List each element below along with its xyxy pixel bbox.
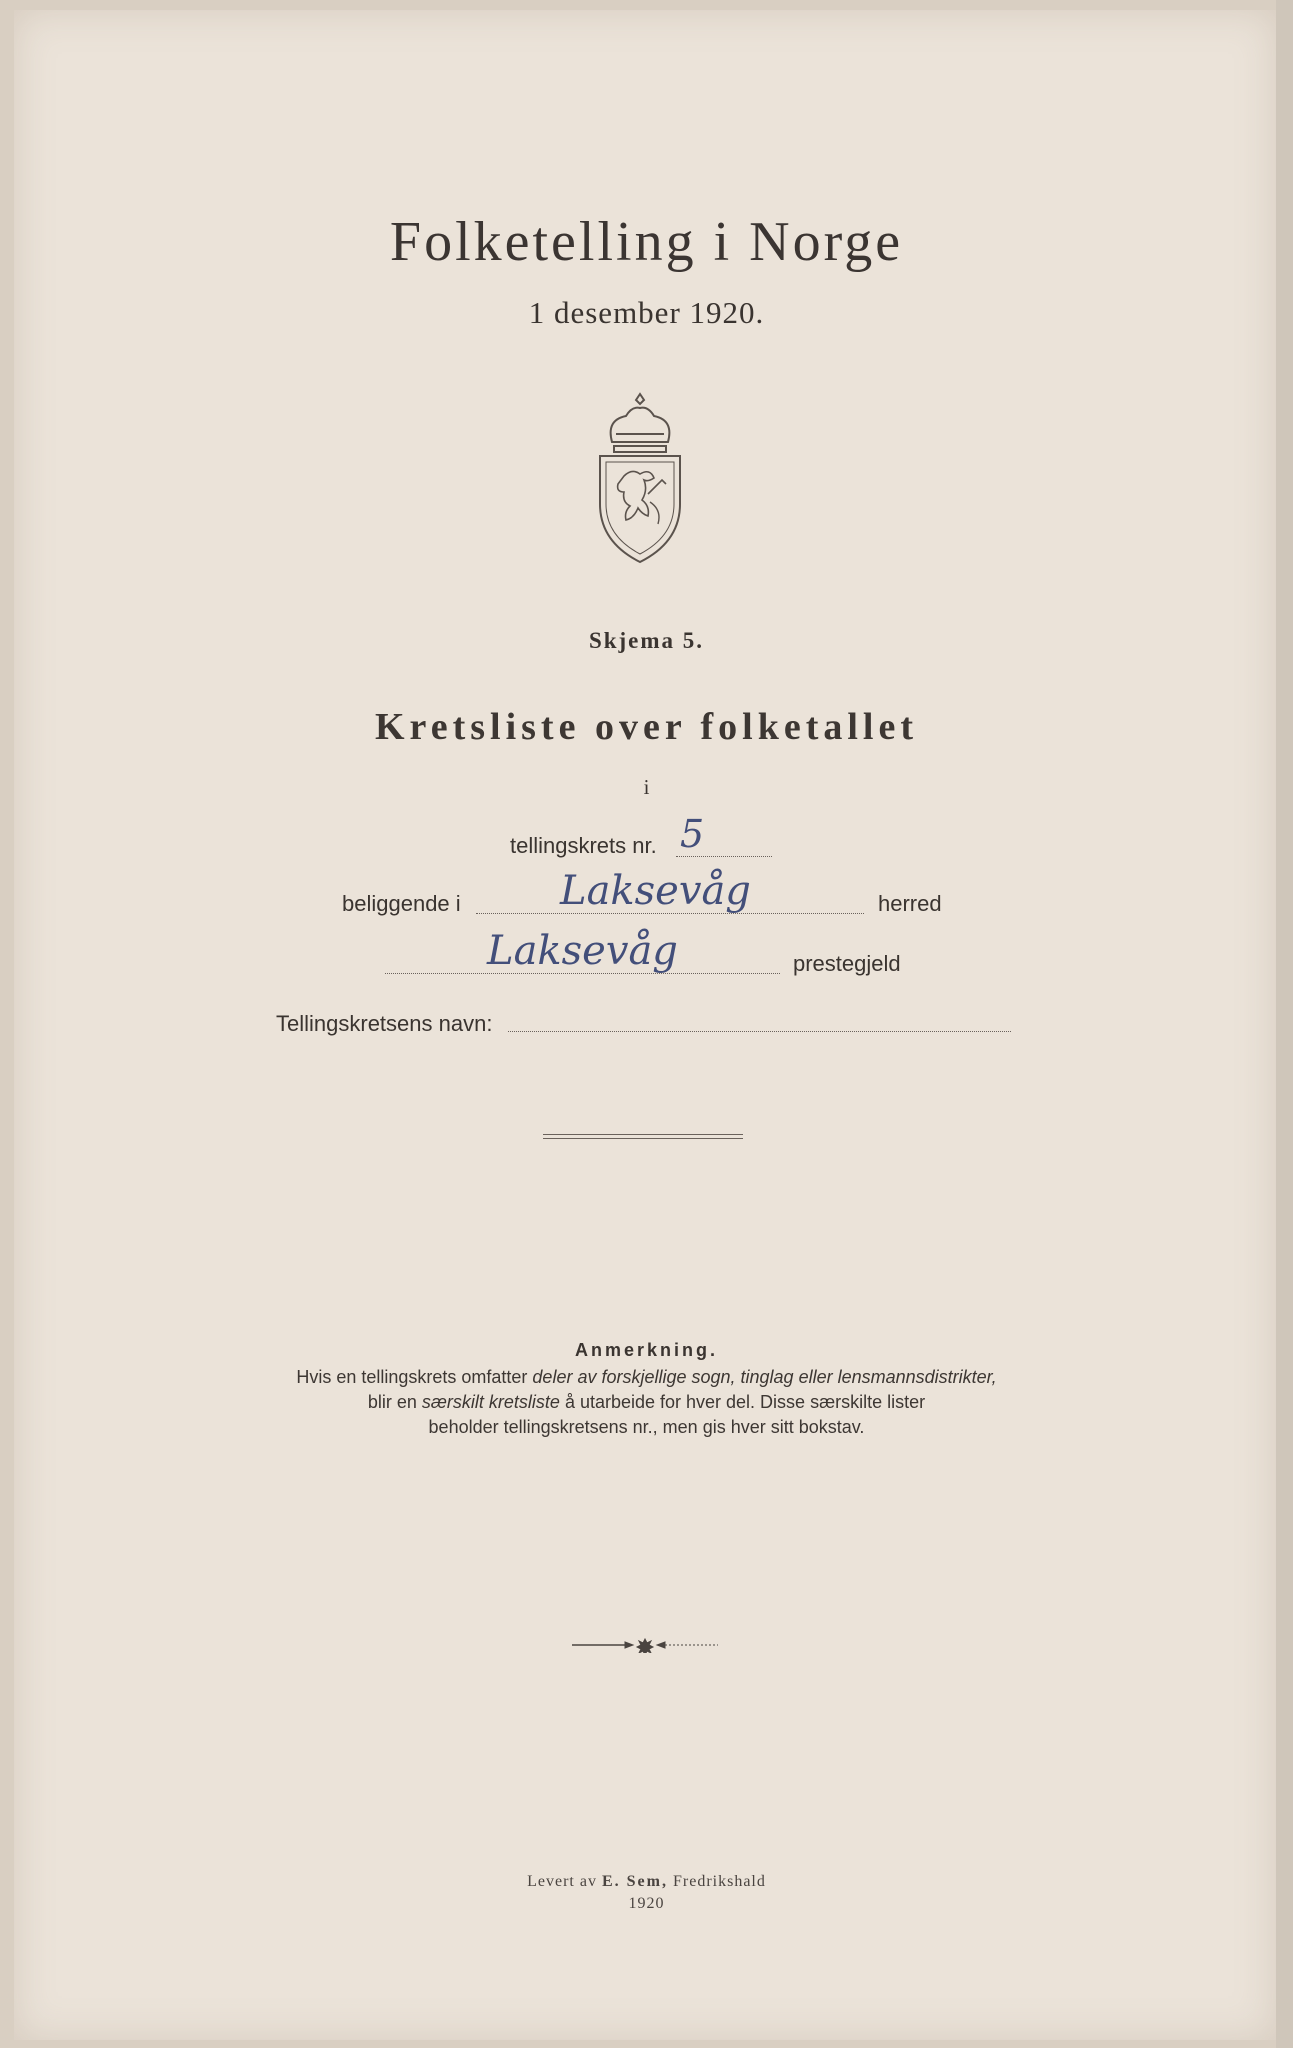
note-text: Hvis en tellingskrets omfatter <box>296 1367 533 1387</box>
note-line-1 <box>0 1365 1293 1390</box>
note-emphasis: særskilt kretsliste <box>421 1392 560 1412</box>
tellingskrets-line <box>676 856 772 857</box>
herred-label: herred <box>878 891 942 916</box>
form-heading: Kretsliste over folketallet <box>374 706 919 748</box>
printer-line <box>0 1873 1293 1891</box>
note-text: å utarbeide for hver del. Disse særskilte lister <box>559 1392 926 1412</box>
tellingskrets-label: tellingskrets nr. <box>510 833 657 858</box>
divider-rule <box>543 1134 743 1135</box>
note-heading: Anmerkning. <box>574 1340 718 1360</box>
note-line-2 <box>0 1390 1293 1415</box>
note-text: blir en <box>367 1392 422 1412</box>
schema-number: Skjema 5. <box>588 628 705 653</box>
note-emphasis: deler av forskjellige sogn, tinglag eller lensmannsdistrikter, <box>532 1367 997 1387</box>
form-preposition: i <box>643 775 650 799</box>
tellingskrets-value[interactable]: 5 <box>680 812 705 856</box>
norwegian-coat-of-arms-icon <box>590 390 690 565</box>
document-title: Folketelling i Norge <box>389 211 904 273</box>
ornament-divider-icon <box>570 1637 720 1653</box>
printer-name: E. Sem, <box>601 1873 668 1890</box>
document-date: 1 desember 1920. <box>528 295 765 330</box>
beliggende-value[interactable]: Laksevåg <box>560 868 751 914</box>
printer-label: Levert av <box>527 1873 597 1890</box>
printer-city: Fredrikshald <box>672 1873 766 1890</box>
kretsnavn-label: Tellingskretsens navn: <box>276 1011 493 1036</box>
printer-year: 1920 <box>628 1895 665 1912</box>
note-line-3: beholder tellingskretsens nr., men gis hver sitt bokstav. <box>428 1417 865 1437</box>
divider-rule <box>543 1138 743 1139</box>
beliggende-label: beliggende i <box>342 891 461 916</box>
prestegjeld-value[interactable]: Laksevåg <box>487 928 678 974</box>
prestegjeld-label: prestegjeld <box>793 951 901 976</box>
kretsnavn-line <box>508 1031 1011 1032</box>
